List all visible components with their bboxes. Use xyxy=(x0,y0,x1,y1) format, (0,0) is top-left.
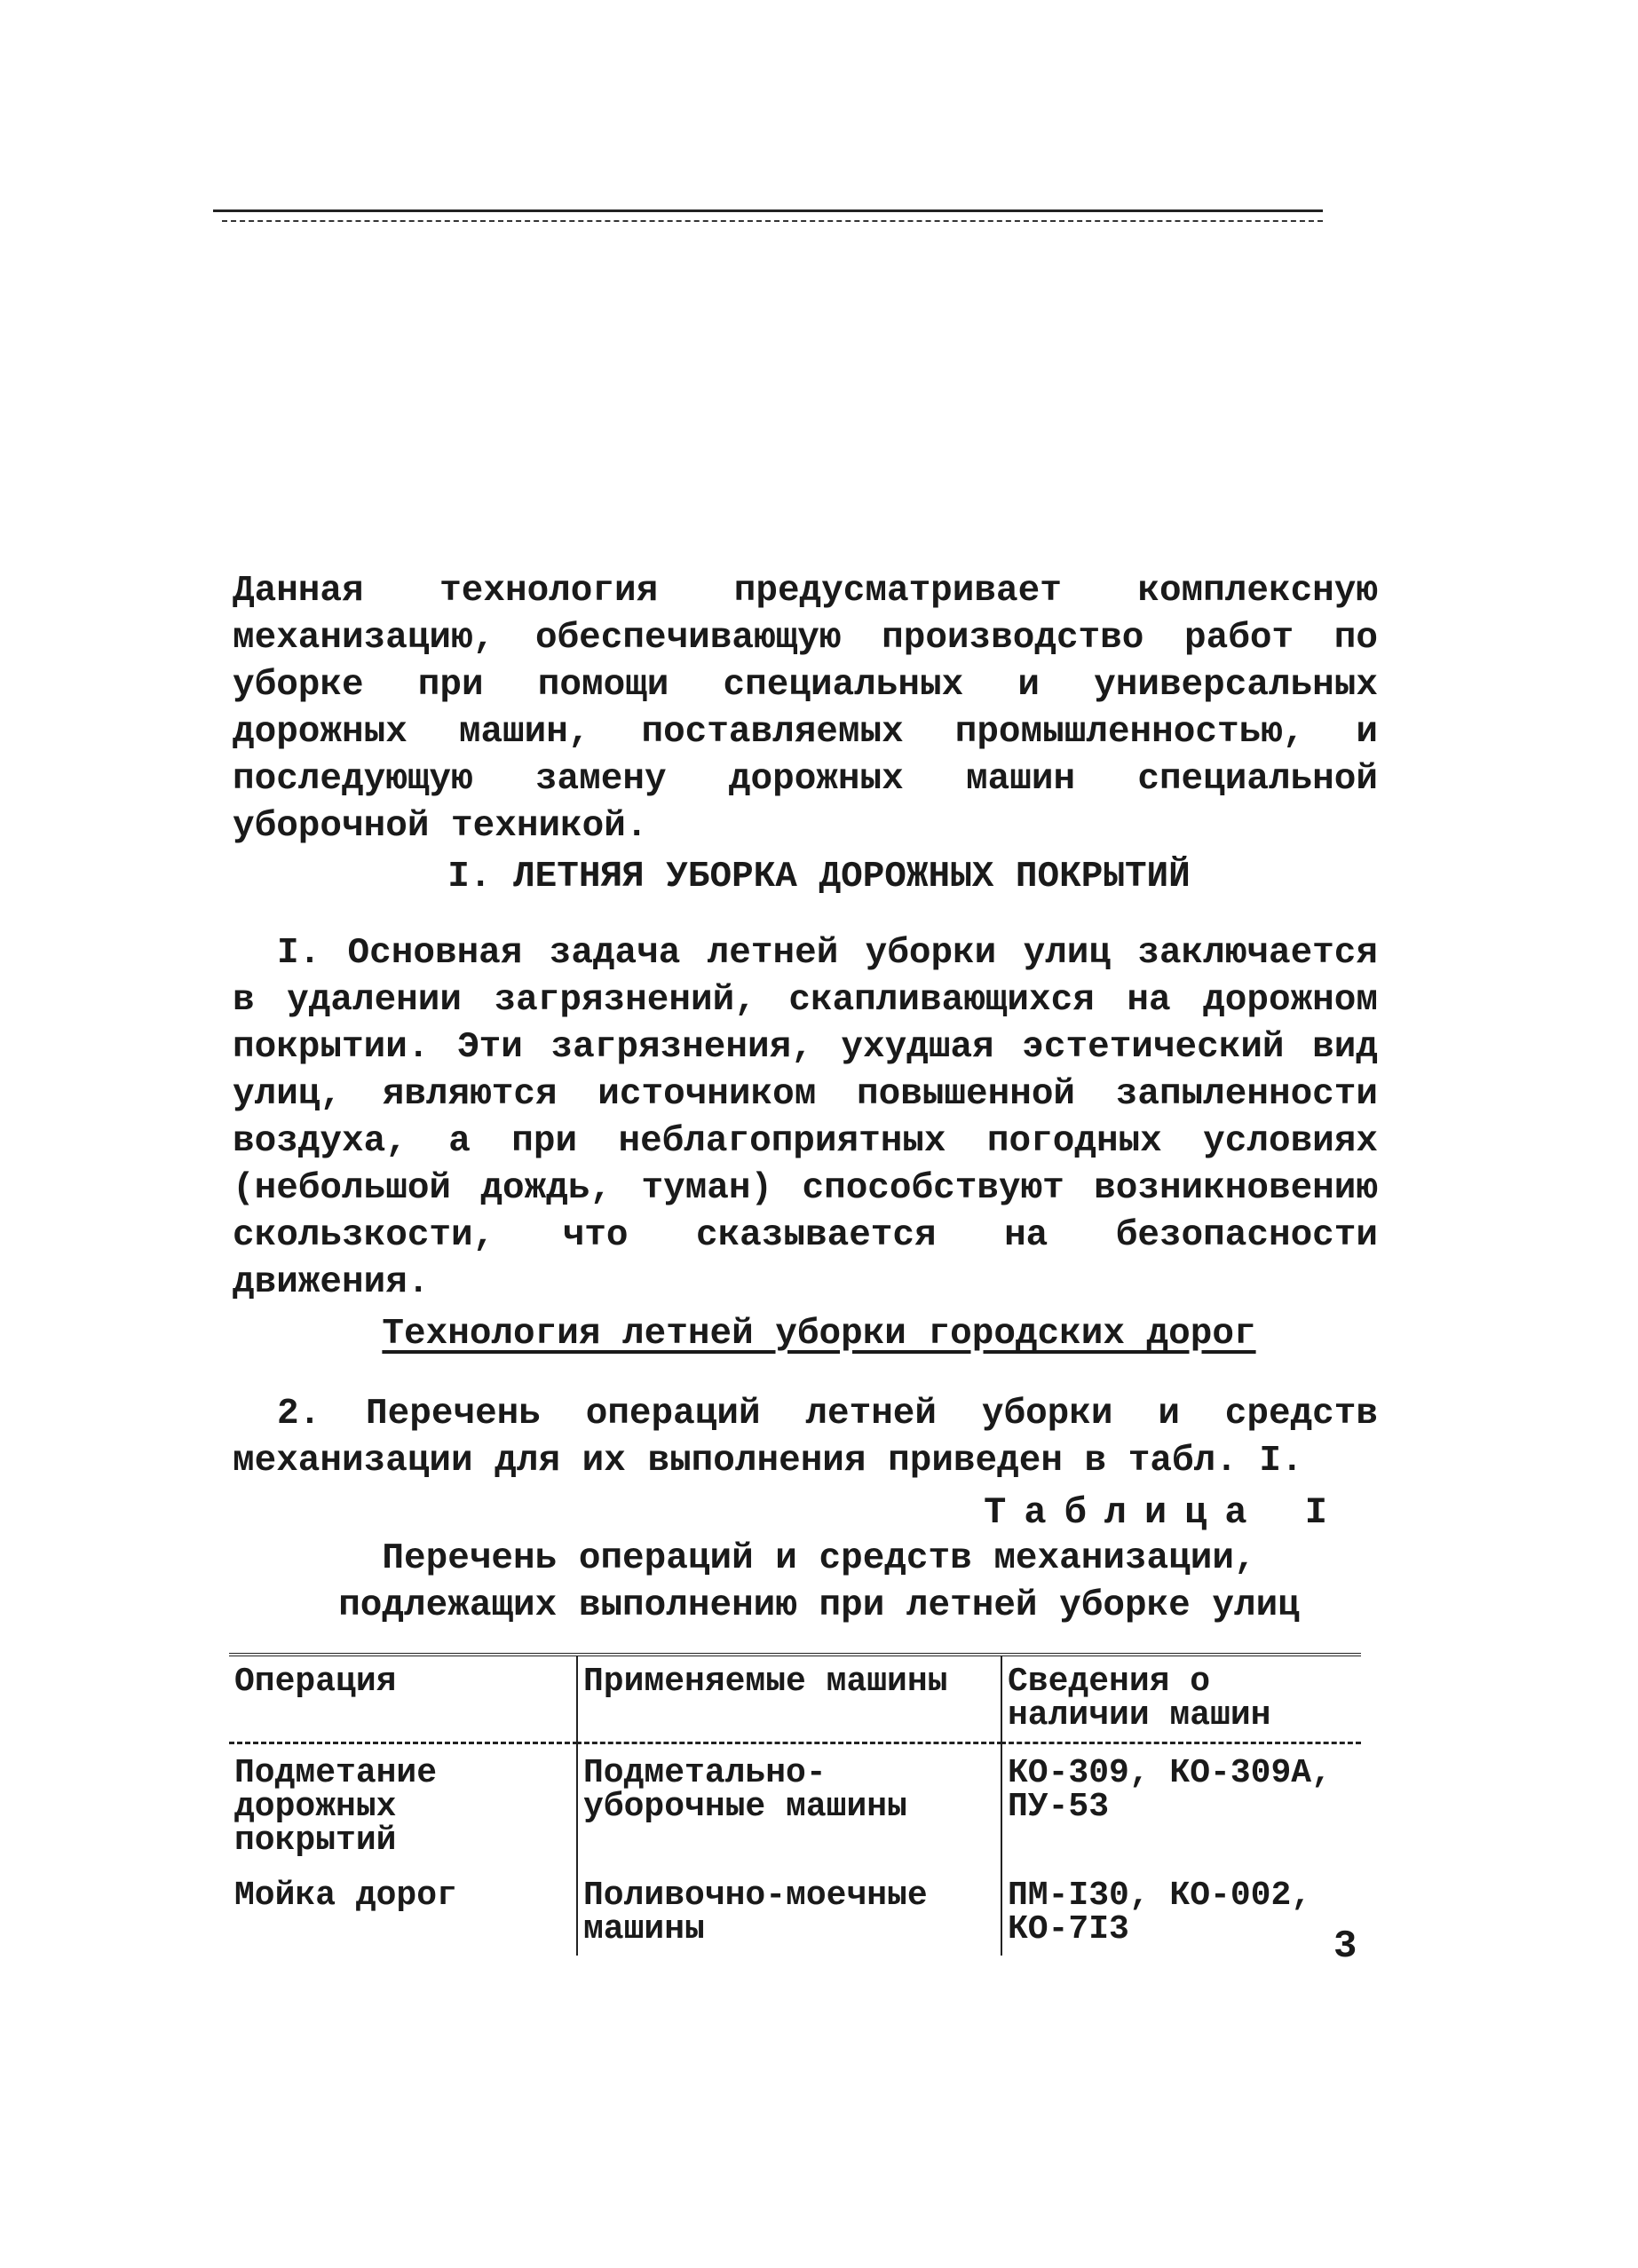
cell-operation: Подметание дорожных покрытий xyxy=(234,1754,438,1860)
subsection-heading xyxy=(0,1314,1638,1355)
cell-availability: КО-309, КО-309А, ПУ-53 xyxy=(1001,1743,1361,1868)
header-machines: Применяемые машины xyxy=(577,1655,1001,1743)
header-availability: Сведения о наличии машин xyxy=(1001,1655,1361,1743)
section-heading: I. ЛЕТНЯЯ УБОРКА ДОРОЖНЫХ ПОКРЫТИЙ xyxy=(447,857,1191,897)
subsection-heading-text: Технология летней уборки городских дорог xyxy=(382,1314,1256,1355)
cell-machines: Поливочно-моечные машины xyxy=(577,1867,1001,1956)
table-row xyxy=(229,1743,1361,1868)
top-rule xyxy=(213,209,1323,212)
table-caption-line-2: подлежащих выполнению при летней уборке улиц xyxy=(338,1585,1300,1626)
cell-availability: ПМ-I30, КО-002, КО-7I3 xyxy=(1001,1867,1361,1956)
intro-paragraph: Данная технология предусматривает комплексную механизацию, обеспечивающую производство работ по уборке при помощи специальных и универсальных дорожных машин, поставляемых промышленностью, и последующую замену дорожных машин специальной уборочной техникой. xyxy=(233,571,1378,847)
cell-operation: Мойка дорог xyxy=(234,1877,457,1915)
header-operation: Операция xyxy=(234,1663,397,1701)
table-header-row xyxy=(229,1655,1361,1743)
top-rule-secondary xyxy=(222,220,1323,222)
paragraph-1: I. Основная задача летней уборки улиц заключается в удалении загрязнений, скапливающихся на дорожном покрытии. Эти загрязнения, ухудшая эстетический вид улиц, являются источником повышенной запыленности воздуха, а при неблагоприятных погодных условиях (небольшой дождь, туман) способствуют возникновению скользкости, что сказывается на безопасности движения. xyxy=(233,933,1378,1303)
table-label: Таблица I xyxy=(984,1491,1345,1534)
paragraph-2: 2. Перечень операций летней уборки и средств механизации для их выполнения приведен в табл. I. xyxy=(233,1394,1378,1482)
page-number: 3 xyxy=(1333,1924,1357,1969)
table-row xyxy=(229,1867,1361,1956)
operations-table xyxy=(229,1653,1361,1956)
table-caption-line-1: Перечень операций и средств механизации, xyxy=(382,1538,1256,1579)
cell-machines: Подметально-уборочные машины xyxy=(577,1743,1001,1868)
